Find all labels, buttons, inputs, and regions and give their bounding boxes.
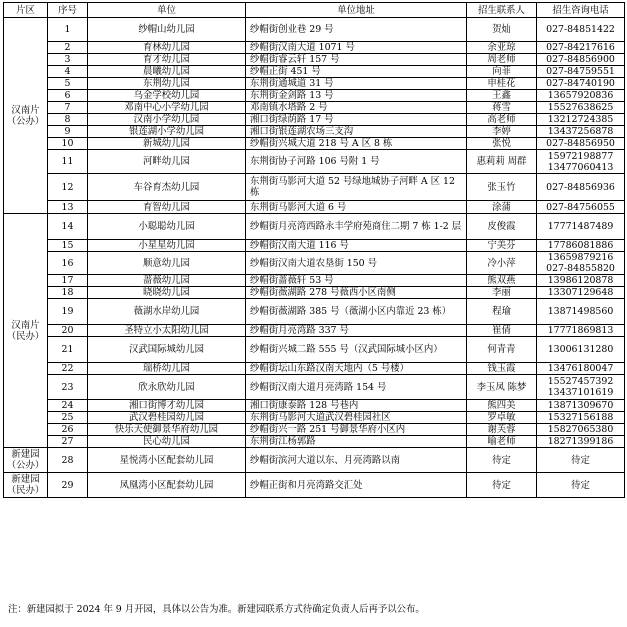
phone-cell: 15327156188	[537, 412, 625, 424]
address-cell: 纱帽正街 451 号	[246, 66, 467, 78]
address-cell: 纱帽街薇湖路 385 号（薇湖小区内靠近 23 栋）	[246, 299, 467, 325]
address-cell: 纱帽街兴城大道 218 号 A 区 8 栋	[246, 138, 467, 150]
number-cell: 19	[48, 299, 88, 325]
phone-cell: 15527638625	[537, 102, 625, 114]
address-cell: 纱帽街创业巷 29 号	[246, 18, 467, 42]
contact-cell: 高老师	[467, 114, 537, 126]
contact-cell: 喻老师	[467, 436, 537, 448]
address-cell: 纱帽街兴城二路 555 号（汉武国际城小区内）	[246, 337, 467, 363]
unit-cell: 瑞桥幼儿园	[88, 363, 246, 375]
phone-cell: 13871498560	[537, 299, 625, 325]
unit-cell: 邓南中心小学幼儿园	[88, 102, 246, 114]
contact-cell: 熊双燕	[467, 275, 537, 287]
table-row	[4, 325, 625, 337]
number-cell: 8	[48, 114, 88, 126]
address-cell: 湘口街绿荫路 17 号	[246, 114, 467, 126]
contact-cell: 熊四美	[467, 400, 537, 412]
table-row	[4, 214, 625, 240]
number-cell: 1	[48, 18, 88, 42]
table-row	[4, 42, 625, 54]
phone-cell: 027-84856950	[537, 138, 625, 150]
number-cell: 7	[48, 102, 88, 114]
unit-cell: 薇湖水岸幼儿园	[88, 299, 246, 325]
table-row	[4, 18, 625, 42]
table-row	[4, 275, 625, 287]
address-cell: 纱帽街汉南大道农垦街 150 号	[246, 252, 467, 275]
unit-cell: 武汉碧桂园幼儿园	[88, 412, 246, 424]
table-row	[4, 412, 625, 424]
unit-cell: 小聪聪幼儿园	[88, 214, 246, 240]
address-cell: 纱帽街汉南大道 116 号	[246, 240, 467, 252]
number-cell: 21	[48, 337, 88, 363]
header-unit: 单位	[88, 3, 246, 18]
unit-cell: 汉武国际城幼儿园	[88, 337, 246, 363]
phone-cell: 13476180047	[537, 363, 625, 375]
table-row	[4, 473, 625, 498]
number-cell: 24	[48, 400, 88, 412]
number-cell: 12	[48, 174, 88, 201]
unit-cell: 顺意幼儿园	[88, 252, 246, 275]
contact-cell: 张悦	[467, 138, 537, 150]
table-row	[4, 66, 625, 78]
table-row	[4, 363, 625, 375]
address-cell: 东荆街马影河大道 6 号	[246, 201, 467, 214]
address-cell: 纱帽街汉南大道 1071 号	[246, 42, 467, 54]
table-row	[4, 126, 625, 138]
phone-cell: 13006131280	[537, 337, 625, 363]
phone-cell: 13212724385	[537, 114, 625, 126]
contact-cell: 待定	[467, 448, 537, 473]
phone-cell: 15527457392 13437101619	[537, 375, 625, 400]
unit-cell: 晓晓幼儿园	[88, 287, 246, 299]
unit-cell: 汉南小学幼儿园	[88, 114, 246, 126]
table-row	[4, 375, 625, 400]
address-cell: 纱帽街月亮湾路 337 号	[246, 325, 467, 337]
phone-cell: 13659879216 027-84855820	[537, 252, 625, 275]
number-cell: 17	[48, 275, 88, 287]
number-cell: 13	[48, 201, 88, 214]
address-cell: 纱帽街汉南大道月亮湾路 154 号	[246, 375, 467, 400]
phone-cell: 待定	[537, 448, 625, 473]
table-row	[4, 424, 625, 436]
contact-cell: 王鑫	[467, 90, 537, 102]
unit-cell: 圣特立小太阳幼儿园	[88, 325, 246, 337]
number-cell: 22	[48, 363, 88, 375]
unit-cell: 育才幼儿园	[88, 54, 246, 66]
region-cell: 新建园（民办）	[4, 473, 48, 498]
table-row	[4, 90, 625, 102]
phone-cell: 027-84856936	[537, 174, 625, 201]
number-cell: 18	[48, 287, 88, 299]
unit-cell: 河畔幼儿园	[88, 150, 246, 174]
kindergarten-table	[3, 2, 625, 498]
header-contact: 招生联系人	[467, 3, 537, 18]
table-row	[4, 400, 625, 412]
header-region: 片区	[4, 3, 48, 18]
unit-cell: 新城幼儿园	[88, 138, 246, 150]
table-row	[4, 138, 625, 150]
phone-cell: 13871309670	[537, 400, 625, 412]
phone-cell: 15972198877 13477060413	[537, 150, 625, 174]
contact-cell: 罗卓敏	[467, 412, 537, 424]
phone-cell: 027-84851422	[537, 18, 625, 42]
address-cell: 东荆街通城道 31 号	[246, 78, 467, 90]
unit-cell: 湘口街博才幼儿园	[88, 400, 246, 412]
unit-cell: 星悦湾小区配套幼儿园	[88, 448, 246, 473]
phone-cell: 13307129648	[537, 287, 625, 299]
contact-cell: 周老师	[467, 54, 537, 66]
unit-cell: 欣永欣幼儿园	[88, 375, 246, 400]
address-cell: 邓南镇水塔路 2 号	[246, 102, 467, 114]
contact-cell: 谢芙蓉	[467, 424, 537, 436]
number-cell: 25	[48, 412, 88, 424]
number-cell: 6	[48, 90, 88, 102]
table-row	[4, 174, 625, 201]
table-row	[4, 448, 625, 473]
table-body	[4, 18, 625, 498]
table-row	[4, 436, 625, 448]
phone-cell: 027-84856900	[537, 54, 625, 66]
contact-cell: 皮俊霞	[467, 214, 537, 240]
contact-cell: 李玉凤 陈梦	[467, 375, 537, 400]
address-cell: 湘口街银莲湖农场三支沟	[246, 126, 467, 138]
table-row	[4, 114, 625, 126]
number-cell: 5	[48, 78, 88, 90]
address-cell: 东荆街金剑路 13 号	[246, 90, 467, 102]
table-row	[4, 299, 625, 325]
contact-cell: 程瑜	[467, 299, 537, 325]
table-row	[4, 240, 625, 252]
phone-cell: 17786081886	[537, 240, 625, 252]
contact-cell: 待定	[467, 473, 537, 498]
unit-cell: 快乐天使御景华府幼儿园	[88, 424, 246, 436]
number-cell: 29	[48, 473, 88, 498]
phone-cell: 待定	[537, 473, 625, 498]
number-cell: 26	[48, 424, 88, 436]
contact-cell: 钱玉霞	[467, 363, 537, 375]
contact-cell: 申桂花	[467, 78, 537, 90]
header-number: 序号	[48, 3, 88, 18]
address-cell: 纱帽街兴一路 251 号御景华府小区内	[246, 424, 467, 436]
address-cell: 纱帽街月亮湾西路永丰学府苑商住二期 7 栋 1-2 层	[246, 214, 467, 240]
number-cell: 3	[48, 54, 88, 66]
contact-cell: 李丽	[467, 287, 537, 299]
number-cell: 10	[48, 138, 88, 150]
unit-cell: 民心幼儿园	[88, 436, 246, 448]
address-cell: 东荆街马影河大道 52 号绿地城协子河畔 A 区 12 栋	[246, 174, 467, 201]
table-row	[4, 337, 625, 363]
number-cell: 27	[48, 436, 88, 448]
address-cell: 东荆街协子河路 106 号附 1 号	[246, 150, 467, 174]
number-cell: 2	[48, 42, 88, 54]
phone-cell: 17771487489	[537, 214, 625, 240]
contact-cell: 向菲	[467, 66, 537, 78]
unit-cell: 育林幼儿园	[88, 42, 246, 54]
address-cell: 纱帽街蔷薇轩 53 号	[246, 275, 467, 287]
unit-cell: 东荆幼儿园	[88, 78, 246, 90]
contact-cell: 冷小萍	[467, 252, 537, 275]
unit-cell: 银莲湖小学幼儿园	[88, 126, 246, 138]
phone-cell: 15827065380	[537, 424, 625, 436]
contact-cell: 蒋雪	[467, 102, 537, 114]
unit-cell: 晨曦幼儿园	[88, 66, 246, 78]
address-cell: 纱帽街坛山东路汉南天地内（5 号楼）	[246, 363, 467, 375]
unit-cell: 车谷育杰幼儿园	[88, 174, 246, 201]
unit-cell: 纱帽山幼儿园	[88, 18, 246, 42]
table-row	[4, 78, 625, 90]
table-header-row	[4, 3, 625, 18]
region-cell: 汉南片（公办）	[4, 18, 48, 214]
phone-cell: 17771869813	[537, 325, 625, 337]
address-cell: 纱帽街滨河大道以东、月亮湾路以南	[246, 448, 467, 473]
phone-cell: 13986120878	[537, 275, 625, 287]
phone-cell: 027-84759551	[537, 66, 625, 78]
table-row	[4, 252, 625, 275]
contact-cell: 宁美芬	[467, 240, 537, 252]
table-row	[4, 102, 625, 114]
header-address: 单位地址	[246, 3, 467, 18]
address-cell: 湘口街康泰路 128 号巷内	[246, 400, 467, 412]
unit-cell: 小星星幼儿园	[88, 240, 246, 252]
phone-cell: 13657920836	[537, 90, 625, 102]
header-phone: 招生咨询电话	[537, 3, 625, 18]
table-row	[4, 201, 625, 214]
address-cell: 纱帽街睿云轩 157 号	[246, 54, 467, 66]
phone-cell: 18271399186	[537, 436, 625, 448]
phone-cell: 13437256878	[537, 126, 625, 138]
footnote: 注：新建园拟于 2024 年 9 月开园，具体以公告为准。新建园联系方式待确定负责人后再予以公布。	[8, 604, 425, 615]
contact-cell: 余亚琼	[467, 42, 537, 54]
contact-cell: 李婷	[467, 126, 537, 138]
contact-cell: 贺灿	[467, 18, 537, 42]
address-cell: 东荆街马影河大道武汉碧桂园社区	[246, 412, 467, 424]
unit-cell: 凤凰湾小区配套幼儿园	[88, 473, 246, 498]
number-cell: 15	[48, 240, 88, 252]
address-cell: 东荆街江杨郭路	[246, 436, 467, 448]
contact-cell: 惠莉莉 周群	[467, 150, 537, 174]
number-cell: 23	[48, 375, 88, 400]
number-cell: 16	[48, 252, 88, 275]
region-cell: 新建园（公办）	[4, 448, 48, 473]
number-cell: 11	[48, 150, 88, 174]
contact-cell: 崔倩	[467, 325, 537, 337]
number-cell: 20	[48, 325, 88, 337]
phone-cell: 027-84740190	[537, 78, 625, 90]
contact-cell: 张玉竹	[467, 174, 537, 201]
address-cell: 纱帽正街和月亮湾路交汇处	[246, 473, 467, 498]
phone-cell: 027-84756055	[537, 201, 625, 214]
contact-cell: 涂蒲	[467, 201, 537, 214]
address-cell: 纱帽街薇湖路 278 号薇西小区南侧	[246, 287, 467, 299]
contact-cell: 何青青	[467, 337, 537, 363]
table-row	[4, 287, 625, 299]
number-cell: 14	[48, 214, 88, 240]
unit-cell: 蔷薇幼儿园	[88, 275, 246, 287]
table-row	[4, 54, 625, 66]
number-cell: 4	[48, 66, 88, 78]
number-cell: 9	[48, 126, 88, 138]
table-row	[4, 150, 625, 174]
unit-cell: 乌金学校幼儿园	[88, 90, 246, 102]
number-cell: 28	[48, 448, 88, 473]
phone-cell: 027-84217616	[537, 42, 625, 54]
region-cell: 汉南片（民办）	[4, 214, 48, 448]
unit-cell: 育智幼儿园	[88, 201, 246, 214]
